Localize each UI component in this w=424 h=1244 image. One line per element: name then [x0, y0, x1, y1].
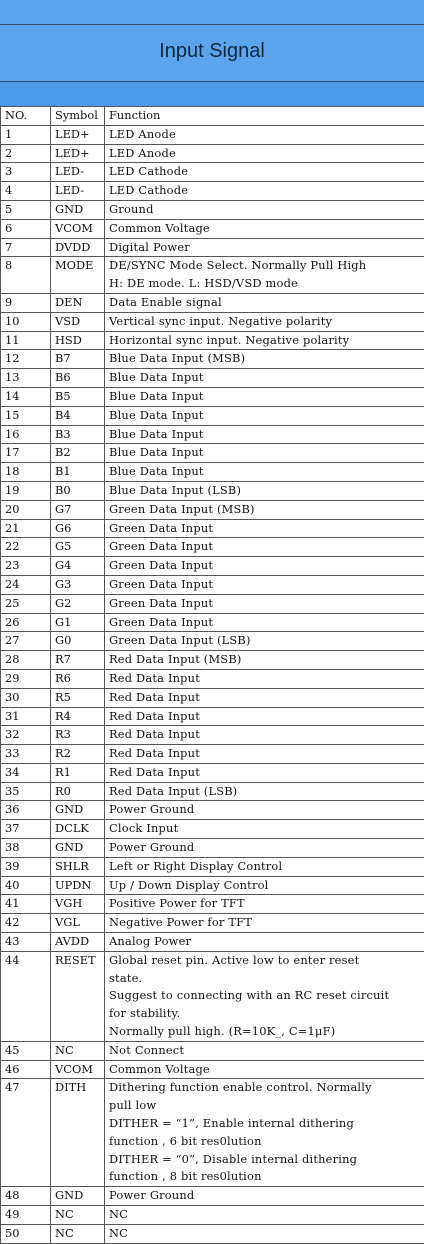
pin-symbol: B3 — [51, 425, 105, 444]
pin-number: 48 — [1, 1187, 51, 1206]
pin-function — [105, 163, 424, 182]
pin-function — [105, 1187, 424, 1206]
pin-number: 2 — [1, 144, 51, 163]
table-row — [1, 312, 424, 331]
pin-function-line: Blue Data Input — [109, 444, 420, 462]
pin-symbol: MODE — [51, 257, 105, 294]
table-row — [1, 688, 424, 707]
table-header-row — [1, 107, 424, 126]
pin-function-line: LED Cathode — [109, 182, 420, 200]
pin-symbol: VCOM — [51, 1060, 105, 1079]
pin-symbol: R1 — [51, 763, 105, 782]
pin-number: 28 — [1, 651, 51, 670]
table-row — [1, 726, 424, 745]
pin-number: 13 — [1, 369, 51, 388]
pin-number: 29 — [1, 669, 51, 688]
pin-symbol: GND — [51, 200, 105, 219]
pin-function-line: Power Ground — [109, 839, 420, 857]
table-row — [1, 557, 424, 576]
pin-function-line: Common Voltage — [109, 1061, 420, 1079]
pin-symbol: GND — [51, 839, 105, 858]
table-row — [1, 763, 424, 782]
table-row — [1, 331, 424, 350]
table-row — [1, 575, 424, 594]
pin-symbol: B1 — [51, 463, 105, 482]
pin-function — [105, 895, 424, 914]
pin-symbol: R6 — [51, 669, 105, 688]
table-row — [1, 219, 424, 238]
banner-top-rule — [0, 24, 424, 25]
section-banner — [0, 0, 424, 106]
pin-symbol: NC — [51, 1206, 105, 1225]
pin-number: 14 — [1, 387, 51, 406]
pin-function — [105, 200, 424, 219]
pin-number: 16 — [1, 425, 51, 444]
pin-function-line: H: DE mode. L: HSD/VSD mode — [109, 275, 420, 293]
pin-function — [105, 350, 424, 369]
table-row — [1, 369, 424, 388]
table-row — [1, 144, 424, 163]
pin-function — [105, 293, 424, 312]
table-row — [1, 1187, 424, 1206]
pin-symbol: DEN — [51, 293, 105, 312]
table-row — [1, 293, 424, 312]
pin-function-line: Blue Data Input — [109, 426, 420, 444]
pin-symbol: G2 — [51, 594, 105, 613]
pin-number: 50 — [1, 1224, 51, 1243]
pin-symbol: B2 — [51, 444, 105, 463]
pin-number: 32 — [1, 726, 51, 745]
pin-function — [105, 463, 424, 482]
table-row — [1, 594, 424, 613]
pin-function — [105, 1206, 424, 1225]
pin-function — [105, 219, 424, 238]
table-row — [1, 895, 424, 914]
pin-number: 41 — [1, 895, 51, 914]
pin-number: 22 — [1, 538, 51, 557]
table-row — [1, 519, 424, 538]
pin-symbol: GND — [51, 801, 105, 820]
pin-function-line: Blue Data Input (LSB) — [109, 482, 420, 500]
pin-function — [105, 425, 424, 444]
pin-function — [105, 951, 424, 1041]
pin-function-line: Green Data Input — [109, 538, 420, 556]
pin-function-line: Power Ground — [109, 801, 420, 819]
pin-function-line: Dithering function enable control. Normally — [109, 1079, 420, 1097]
pin-function-line: Blue Data Input — [109, 369, 420, 387]
pin-function — [105, 519, 424, 538]
pin-function-line: Red Data Input (LSB) — [109, 783, 420, 801]
pin-function-line: Red Data Input — [109, 689, 420, 707]
pin-number: 9 — [1, 293, 51, 312]
table-row — [1, 632, 424, 651]
pin-function — [105, 688, 424, 707]
pin-function-line: Data Enable signal — [109, 294, 420, 312]
pin-symbol: B5 — [51, 387, 105, 406]
table-row — [1, 933, 424, 952]
pin-function-line: Common Voltage — [109, 220, 420, 238]
banner-strip — [0, 82, 424, 106]
pin-symbol: LED- — [51, 182, 105, 201]
pin-number: 40 — [1, 876, 51, 895]
pin-number: 3 — [1, 163, 51, 182]
pin-symbol: VGH — [51, 895, 105, 914]
pin-function — [105, 387, 424, 406]
pin-number: 25 — [1, 594, 51, 613]
table-row — [1, 745, 424, 764]
pin-function-line: Green Data Input — [109, 595, 420, 613]
pin-function-line: Blue Data Input — [109, 463, 420, 481]
pin-function-line: NC — [109, 1225, 420, 1243]
pin-number: 47 — [1, 1079, 51, 1187]
pin-symbol: B0 — [51, 481, 105, 500]
pin-function-line: Red Data Input (MSB) — [109, 651, 420, 669]
pin-function — [105, 594, 424, 613]
pin-function — [105, 575, 424, 594]
table-row — [1, 350, 424, 369]
pin-number: 42 — [1, 914, 51, 933]
pin-function-line: Red Data Input — [109, 726, 420, 744]
pin-function-line: DE/SYNC Mode Select. Normally Pull High — [109, 257, 420, 275]
pin-function-line: state. — [109, 970, 420, 988]
pin-function — [105, 257, 424, 294]
pin-number: 34 — [1, 763, 51, 782]
pin-symbol: LED+ — [51, 144, 105, 163]
pin-function-line: function , 8 bit res0lution — [109, 1168, 420, 1186]
pin-function-line: LED Cathode — [109, 163, 420, 181]
header-no: NO. — [1, 107, 51, 126]
table-row — [1, 613, 424, 632]
pin-function — [105, 538, 424, 557]
pin-table — [0, 106, 424, 1244]
table-row — [1, 1079, 424, 1187]
pin-symbol: UPDN — [51, 876, 105, 895]
pin-number: 7 — [1, 238, 51, 257]
pin-symbol: NC — [51, 1041, 105, 1060]
pin-function — [105, 125, 424, 144]
pin-number: 11 — [1, 331, 51, 350]
pin-symbol: VCOM — [51, 219, 105, 238]
pin-function — [105, 1079, 424, 1187]
pin-symbol: R2 — [51, 745, 105, 764]
pin-symbol: G3 — [51, 575, 105, 594]
pin-number: 30 — [1, 688, 51, 707]
pin-number: 37 — [1, 820, 51, 839]
pin-function-line: LED Anode — [109, 126, 420, 144]
pin-number: 49 — [1, 1206, 51, 1225]
pin-function-line: Green Data Input — [109, 557, 420, 575]
pin-function-line: Red Data Input — [109, 745, 420, 763]
table-row — [1, 914, 424, 933]
pin-function — [105, 331, 424, 350]
pin-function — [105, 745, 424, 764]
header-symbol: Symbol — [51, 107, 105, 126]
pin-number: 26 — [1, 613, 51, 632]
pin-number: 21 — [1, 519, 51, 538]
pin-function — [105, 839, 424, 858]
pin-function-line: Not Connect — [109, 1042, 420, 1060]
table-row — [1, 1224, 424, 1243]
table-row — [1, 238, 424, 257]
pin-number: 36 — [1, 801, 51, 820]
pin-function-line: Green Data Input — [109, 576, 420, 594]
pin-number: 10 — [1, 312, 51, 331]
table-row — [1, 444, 424, 463]
pin-symbol: G7 — [51, 500, 105, 519]
pin-function-line: function , 6 bit res0lution — [109, 1133, 420, 1151]
pin-symbol: DITH — [51, 1079, 105, 1187]
pin-function-line: Red Data Input — [109, 764, 420, 782]
pin-number: 33 — [1, 745, 51, 764]
pin-symbol: B6 — [51, 369, 105, 388]
pin-function-line: Power Ground — [109, 1187, 420, 1205]
pin-function — [105, 557, 424, 576]
pin-number: 19 — [1, 481, 51, 500]
pin-function-line: LED Anode — [109, 145, 420, 163]
pin-function — [105, 238, 424, 257]
pin-function — [105, 1060, 424, 1079]
pin-function-line: DITHER = “0”, Disable internal dithering — [109, 1151, 420, 1169]
pin-function-line: Red Data Input — [109, 670, 420, 688]
pin-function — [105, 726, 424, 745]
pin-symbol: VSD — [51, 312, 105, 331]
table-row — [1, 200, 424, 219]
pin-function-line: Left or Right Display Control — [109, 858, 420, 876]
table-row — [1, 839, 424, 858]
pin-function-line: Blue Data Input (MSB) — [109, 350, 420, 368]
pin-number: 38 — [1, 839, 51, 858]
pin-function-line: Green Data Input (MSB) — [109, 501, 420, 519]
pin-function — [105, 444, 424, 463]
pin-symbol: R0 — [51, 782, 105, 801]
pin-number: 17 — [1, 444, 51, 463]
pin-function — [105, 763, 424, 782]
pin-function-line: Vertical sync input. Negative polarity — [109, 313, 420, 331]
pin-number: 23 — [1, 557, 51, 576]
pin-function-line: Suggest to connecting with an RC reset circuit — [109, 987, 420, 1005]
pin-function — [105, 1041, 424, 1060]
pin-symbol: G0 — [51, 632, 105, 651]
pin-function — [105, 182, 424, 201]
pin-function-line: Blue Data Input — [109, 407, 420, 425]
table-row — [1, 257, 424, 294]
pin-function — [105, 1224, 424, 1243]
pin-function-line: for stability. — [109, 1005, 420, 1023]
pin-symbol: R4 — [51, 707, 105, 726]
pin-function — [105, 857, 424, 876]
pin-function-line: Green Data Input — [109, 614, 420, 632]
table-row — [1, 1041, 424, 1060]
pin-function-line: DITHER = “1”, Enable internal dithering — [109, 1115, 420, 1133]
pin-function — [105, 613, 424, 632]
pin-function-line: Positive Power for TFT — [109, 895, 420, 913]
table-row — [1, 669, 424, 688]
table-row — [1, 1206, 424, 1225]
pin-symbol: DVDD — [51, 238, 105, 257]
pin-number: 8 — [1, 257, 51, 294]
table-row — [1, 425, 424, 444]
pin-function — [105, 820, 424, 839]
pin-number: 12 — [1, 350, 51, 369]
pin-function — [105, 782, 424, 801]
pin-function — [105, 481, 424, 500]
pin-number: 39 — [1, 857, 51, 876]
table-row — [1, 857, 424, 876]
pin-function-line: Horizontal sync input. Negative polarity — [109, 332, 420, 350]
table-row — [1, 801, 424, 820]
table-row — [1, 387, 424, 406]
pin-symbol: GND — [51, 1187, 105, 1206]
pin-symbol: LED- — [51, 163, 105, 182]
pin-symbol: AVDD — [51, 933, 105, 952]
pin-number: 44 — [1, 951, 51, 1041]
header-function: Function — [105, 107, 424, 126]
pin-symbol: R3 — [51, 726, 105, 745]
pin-number: 45 — [1, 1041, 51, 1060]
pin-symbol: RESET — [51, 951, 105, 1041]
pin-symbol: SHLR — [51, 857, 105, 876]
pin-function-line: Red Data Input — [109, 708, 420, 726]
table-row — [1, 500, 424, 519]
pin-function-line: NC — [109, 1206, 420, 1224]
pin-symbol: R7 — [51, 651, 105, 670]
pin-number: 20 — [1, 500, 51, 519]
table-row — [1, 1060, 424, 1079]
pin-symbol: G5 — [51, 538, 105, 557]
pin-function — [105, 876, 424, 895]
section-title: Input Signal — [0, 40, 424, 63]
pin-table-body — [1, 125, 424, 1243]
pin-symbol: R5 — [51, 688, 105, 707]
table-row — [1, 876, 424, 895]
pin-function-line: Digital Power — [109, 239, 420, 257]
table-row — [1, 538, 424, 557]
pin-function-line: Up / Down Display Control — [109, 877, 420, 895]
pin-number: 5 — [1, 200, 51, 219]
table-row — [1, 707, 424, 726]
pin-symbol: LED+ — [51, 125, 105, 144]
pin-number: 27 — [1, 632, 51, 651]
pin-function-line: Green Data Input — [109, 520, 420, 538]
pin-function — [105, 312, 424, 331]
pin-function — [105, 406, 424, 425]
pin-function-line: Green Data Input (LSB) — [109, 632, 420, 650]
pin-function — [105, 669, 424, 688]
pin-function — [105, 651, 424, 670]
pin-function — [105, 369, 424, 388]
table-row — [1, 782, 424, 801]
pin-symbol: DCLK — [51, 820, 105, 839]
pin-number: 24 — [1, 575, 51, 594]
pin-function-line: Ground — [109, 201, 420, 219]
pin-function-line: Negative Power for TFT — [109, 914, 420, 932]
pin-number: 18 — [1, 463, 51, 482]
pin-symbol: NC — [51, 1224, 105, 1243]
pin-symbol: HSD — [51, 331, 105, 350]
pin-function — [105, 707, 424, 726]
pin-symbol: B4 — [51, 406, 105, 425]
table-row — [1, 820, 424, 839]
pin-symbol: G6 — [51, 519, 105, 538]
pin-number: 46 — [1, 1060, 51, 1079]
pin-function-line: Global reset pin. Active low to enter reset — [109, 952, 420, 970]
pin-symbol: B7 — [51, 350, 105, 369]
pin-number: 35 — [1, 782, 51, 801]
table-row — [1, 651, 424, 670]
pin-function — [105, 933, 424, 952]
pin-number: 4 — [1, 182, 51, 201]
pin-symbol: G1 — [51, 613, 105, 632]
pin-function — [105, 144, 424, 163]
table-row — [1, 406, 424, 425]
table-row — [1, 125, 424, 144]
pin-number: 6 — [1, 219, 51, 238]
pin-function-line: Analog Power — [109, 933, 420, 951]
table-row — [1, 182, 424, 201]
pin-function — [105, 801, 424, 820]
pin-function-line: pull low — [109, 1097, 420, 1115]
pin-function — [105, 914, 424, 933]
pin-number: 1 — [1, 125, 51, 144]
pin-number: 15 — [1, 406, 51, 425]
pin-function-line: Normally pull high. (R=10K_, C=1μF) — [109, 1023, 420, 1041]
table-row — [1, 951, 424, 1041]
pin-symbol: VGL — [51, 914, 105, 933]
pin-number: 43 — [1, 933, 51, 952]
pin-symbol: G4 — [51, 557, 105, 576]
table-row — [1, 463, 424, 482]
pin-function — [105, 632, 424, 651]
pin-function-line: Blue Data Input — [109, 388, 420, 406]
table-row — [1, 481, 424, 500]
pin-number: 31 — [1, 707, 51, 726]
pin-function-line: Clock Input — [109, 820, 420, 838]
pin-function — [105, 500, 424, 519]
table-row — [1, 163, 424, 182]
